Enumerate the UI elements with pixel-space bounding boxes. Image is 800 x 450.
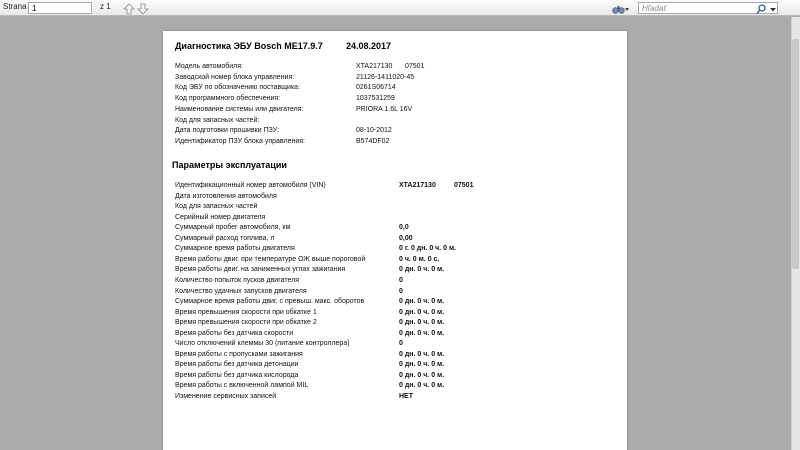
info-value: 1037531259 (356, 95, 395, 103)
params-label: Суммарное время работы двиг. с превыш. макс. оборотов (175, 298, 365, 306)
arrow-down-icon (137, 3, 149, 15)
params-value: 0 дн. 0 ч. 0 м. (399, 329, 445, 337)
params-value-secondary: 07501 (454, 182, 474, 189)
vertical-scrollbar[interactable] (791, 17, 800, 450)
params-row (175, 318, 615, 328)
params-label: Время превышения скорости при обкатке 2 (175, 319, 317, 327)
params-label: Время работы без датчика детонации (175, 361, 299, 369)
info-row (175, 105, 615, 115)
params-label: Время работы двиг. на заниженных углах зажигания (175, 266, 346, 274)
document-title-text: Диагностика ЭБУ Bosch ME17.9.7 (175, 41, 323, 51)
params-row (175, 202, 615, 212)
params-value: 0 дн. 0 ч. 0 м. (399, 319, 445, 327)
params-value: НЕТ (399, 393, 413, 400)
params-label: Время работы без датчика скорости (175, 329, 294, 337)
params-value: 0 ч. 0 м. 0 с. (399, 255, 440, 263)
params-label: Время превышения скорости при обкатке 1 (175, 308, 317, 316)
params-label: Время работы двиг. при температуре ОЖ выше пороговой (175, 255, 366, 263)
info-value: 08-10-2012 (356, 127, 392, 135)
info-value: B574DF02 (356, 137, 390, 145)
params-row (175, 255, 615, 265)
page-label: Strana (3, 2, 27, 11)
search-dropdown-button[interactable] (768, 2, 778, 14)
info-label: Наименование системы или двигателя: (175, 105, 304, 113)
document-date: 24.08.2017 (346, 41, 392, 51)
params-label: Дата изготовления автомобиля (175, 192, 277, 200)
params-row (175, 371, 615, 381)
params-label: Изменение сервисных записей (175, 393, 277, 400)
info-row (175, 94, 615, 104)
params-label: Количество попыток пусков двигателя (175, 276, 299, 284)
info-value-secondary: 07501 (405, 63, 425, 70)
params-row (175, 234, 615, 244)
find-options-button[interactable] (612, 2, 630, 14)
info-value: 21126-1411020-45 (356, 73, 415, 81)
params-value: 0 г. 0 дн. 0 ч. 0 м. (399, 245, 457, 253)
params-row (175, 350, 615, 360)
info-label: Идентификатор ПЗУ блока управления: (175, 137, 305, 145)
params-row (175, 381, 615, 391)
params-label: Суммарное время работы двигателя (175, 245, 295, 253)
info-row (175, 83, 615, 93)
params-value: 0 дн. 0 ч. 0 м. (399, 266, 445, 274)
info-label: Дата подготовки прошивки ПЗУ: (175, 127, 280, 135)
params-row (175, 265, 615, 275)
info-row (175, 62, 615, 72)
params-value: 0 дн. 0 ч. 0 м. (399, 361, 445, 369)
page-total: z 1 (100, 2, 111, 11)
params-value: 0 дн. 0 ч. 0 м. (399, 371, 445, 379)
params-row (175, 276, 615, 286)
params-row (175, 192, 615, 202)
params-row (175, 244, 615, 254)
binoculars-icon (612, 3, 630, 15)
params-value: 0 дн. 0 ч. 0 м. (399, 350, 445, 358)
info-value: PRIORA 1.6L 16V (356, 105, 413, 113)
params-row (175, 329, 615, 339)
previous-page-button[interactable] (123, 2, 135, 14)
page-number-input[interactable] (28, 2, 92, 14)
info-label: Код программного обеспечения: (175, 95, 281, 103)
params-label: Суммарный пробег автомобиля, км (175, 224, 291, 232)
search-button[interactable] (756, 2, 766, 14)
scrollbar-thumb[interactable] (792, 39, 799, 269)
params-value: XTA217130 (399, 182, 436, 189)
params-label: Идентификационный номер автомобиля (VIN) (175, 182, 326, 189)
params-value: 0 (399, 287, 403, 295)
params-label: Серийный номер двигателя (175, 213, 266, 221)
params-value: 0 (399, 340, 403, 348)
document-page (163, 31, 627, 450)
params-label: Код для запасных частей (175, 203, 258, 211)
info-row (175, 137, 615, 147)
info-label: Заводской номер блока управления: (175, 73, 295, 81)
params-row (175, 287, 615, 297)
params-row (175, 297, 615, 307)
info-value: 0261S06714 (356, 84, 396, 92)
params-row (175, 223, 615, 233)
params-section-title: Параметры эксплуатации (172, 160, 287, 170)
params-label: Суммарный расход топлива, л (175, 234, 275, 242)
info-label: Модель автомобиля: (175, 63, 243, 70)
params-value: 0,0 (399, 224, 409, 232)
info-value: XTA217130 (356, 63, 393, 70)
params-row (175, 392, 615, 402)
params-row (175, 308, 615, 318)
info-label: Код для запасных частей: (175, 116, 260, 124)
params-row (175, 360, 615, 370)
arrow-up-icon (123, 3, 135, 15)
params-value: 0 (399, 276, 403, 284)
params-value: 0,00 (399, 234, 413, 242)
params-value: 0 дн. 0 ч. 0 м. (399, 308, 445, 316)
info-row (175, 126, 615, 136)
params-row (175, 213, 615, 223)
document-title (175, 41, 392, 51)
params-label: Время работы без датчика кислорода (175, 371, 299, 379)
info-row (175, 116, 615, 126)
next-page-button[interactable] (137, 2, 149, 14)
params-value: 0 дн. 0 ч. 0 м. (399, 298, 445, 306)
params-row (175, 181, 615, 191)
info-label: Код ЭБУ по обозначению поставщика: (175, 84, 301, 92)
params-label: Количество удачных запусков двигателя (175, 287, 307, 295)
search-icon (756, 3, 766, 15)
params-value: 0 дн. 0 ч. 0 м. (399, 382, 445, 390)
params-label: Время работы с включенной лампой MIL (175, 382, 309, 390)
chevron-down-icon (768, 3, 778, 15)
params-label: Время работы с пропусками зажигания (175, 350, 303, 358)
info-row (175, 73, 615, 83)
params-row (175, 339, 615, 349)
params-label: Число отключений клеммы 30 (питание контроллера) (175, 340, 350, 348)
toolbar (0, 0, 800, 16)
